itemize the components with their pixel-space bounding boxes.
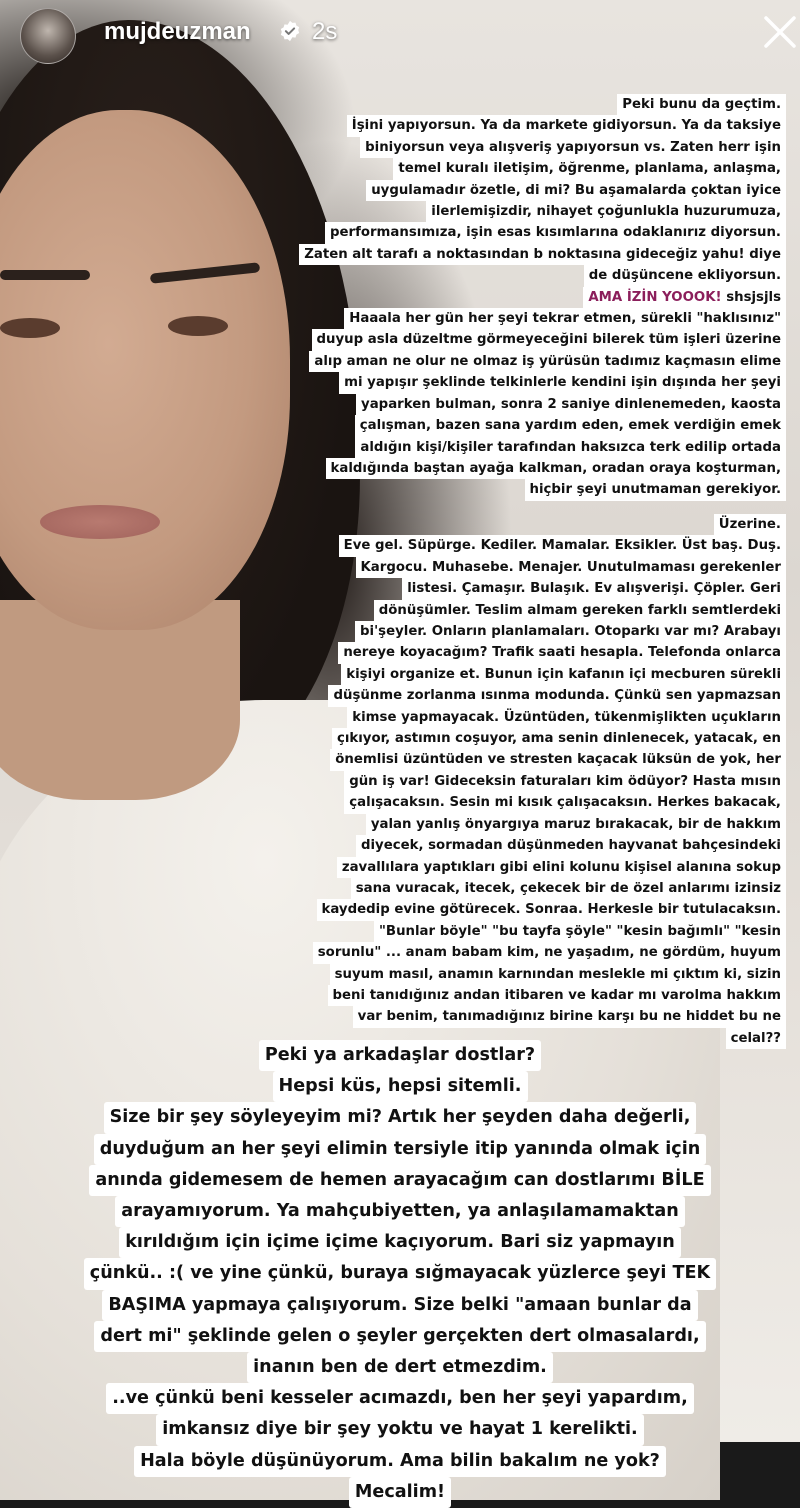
avatar[interactable] (20, 8, 76, 64)
text-line-content: Mecalim! (349, 1477, 451, 1508)
text-line (0, 1290, 800, 1321)
text-line-content: çünkü.. :( ve yine çünkü, buraya sığmayacak yüzlerce şeyi TEK (84, 1258, 716, 1289)
photo-lips (40, 505, 160, 539)
verified-badge-icon (279, 20, 301, 42)
text-line (299, 372, 786, 393)
text-line (299, 137, 786, 158)
text-line-content: ..ve çünkü beni kesseler acımazdı, ben her şeyi yapardım, (106, 1383, 694, 1414)
text-line (299, 479, 786, 500)
text-line (299, 180, 786, 201)
text-line-content: arayamıyorum. Ya mahçubiyetten, ya anlaşılamamaktan (115, 1196, 685, 1227)
text-block-2 (313, 514, 786, 1049)
text-line-content: Üzerine. (714, 514, 786, 535)
text-line (0, 1321, 800, 1352)
text-line-content: aldığın kişi/kişiler tarafından haksızca terk edilip ortada (355, 437, 786, 458)
text-line (313, 685, 786, 706)
text-line-content: dert mi" şeklinde gelen o şeyler gerçekten dert olmasalardı, (94, 1321, 705, 1352)
text-line-content: diyecek, sormadan düşünmeden hayvanat bahçesindeki (356, 835, 786, 856)
story-header (0, 0, 800, 70)
text-line-content: ilerlemişizdir, nihayet çoğunlukla huzurumuza, (426, 201, 786, 222)
text-line (313, 664, 786, 685)
username[interactable]: mujdeuzman (104, 18, 251, 45)
text-line-content: Size bir şey söyleyeyim mi? Artık her şeyden daha değerli, (104, 1102, 697, 1133)
text-line (299, 222, 786, 243)
text-line-content: yaparken bulman, sonra 2 saniye dinlenemeden, kaosta (356, 394, 786, 415)
text-line-content: suyum masıl, anamın karnından meslekle mi çıktım ki, sizin (330, 964, 786, 985)
text-line-content: önemlisi üzüntüden ve stresten kaçacak lüksün de yok, her (330, 749, 786, 770)
text-line-content: duyup asla düzeltme görmeyeceğini bilerek tüm işleri üzerine (312, 329, 787, 350)
text-line (313, 964, 786, 985)
text-line (313, 835, 786, 856)
text-line-content: inanın ben de dert etmezdim. (247, 1352, 553, 1383)
accent-line (299, 287, 786, 308)
text-line (0, 1352, 800, 1383)
text-line-content: çıkıyor, astımın coşuyor, ama senin dinlenecek, yatacak, en (332, 728, 786, 749)
text-line (299, 244, 786, 265)
text-line (313, 578, 786, 599)
text-line (313, 642, 786, 663)
accent-tail: shsjsjls (721, 289, 781, 305)
text-line-content: Peki ya arkadaşlar dostlar? (259, 1040, 541, 1071)
text-line-content: zavallılara yaptıkları gibi elini kolunu kişisel alanına sokup (337, 857, 786, 878)
photo-neck (0, 600, 240, 800)
text-line-content: Eve gel. Süpürge. Kediler. Mamalar. Eksikler. Üst baş. Duş. (339, 535, 786, 556)
text-line (0, 1227, 800, 1258)
text-line-content: Peki bunu da geçtim. (617, 94, 786, 115)
text-line-content: çalışman, bazen sana yardım eden, emek verdiğin emek (355, 415, 786, 436)
accent-text: AMA İZİN YOOOK! (588, 289, 722, 305)
text-line (299, 458, 786, 479)
text-line-content: BAŞIMA yapmaya çalışıyorum. Size belki "amaan bunlar da (102, 1290, 697, 1321)
text-line-content: yalan yanlış önyargıya maruz bırakacak, bir de hakkım (366, 814, 786, 835)
text-line (313, 1006, 786, 1027)
text-line-content: biniyorsun veya alışveriş yapıyorsun vs. Zaten herr işin (360, 137, 786, 158)
text-line (0, 1446, 800, 1477)
text-line (313, 728, 786, 749)
text-line-content: Hala böyle düşünüyorum. Ama bilin bakalım ne yok? (134, 1446, 666, 1477)
text-line (299, 158, 786, 179)
text-line-content: beni tanıdığınız andan itibaren ve kadar mı varolma hakkım (328, 985, 786, 1006)
text-line (313, 792, 786, 813)
text-line (313, 942, 786, 963)
text-line-content: listesi. Çamaşır. Bulaşık. Ev alışverişi. Çöpler. Geri (402, 578, 786, 599)
text-line-content: düşünme zorlanma ısınma modunda. Çünkü sen yapmazsan (328, 685, 786, 706)
text-line (0, 1071, 800, 1102)
text-line (313, 878, 786, 899)
text-line (299, 415, 786, 436)
text-line (313, 707, 786, 728)
text-line (0, 1196, 800, 1227)
text-line (0, 1258, 800, 1289)
text-line-content: celal?? (726, 1028, 786, 1049)
text-block-3 (0, 1040, 800, 1508)
text-line-content: nereye koyacağım? Trafik saati hesapla. Telefonda onlarca (338, 642, 786, 663)
text-block-1 (299, 94, 786, 501)
text-line-content: kırıldığım için içime içime kaçıyorum. Bari siz yapmayın (119, 1227, 681, 1258)
text-line-content: kişiyi organize et. Bunun için kafanın içi mecburen sürekli (341, 664, 786, 685)
text-line (299, 437, 786, 458)
text-line (0, 1134, 800, 1165)
text-line-content: uygulamadır özetle, di mi? Bu aşamalarda çoktan iyice (366, 180, 786, 201)
text-line (313, 857, 786, 878)
text-line-content: performansımıza, işin esas kısımlarına odaklanırız diyorsun. (325, 222, 786, 243)
text-line-content: kimse yapmayacak. Üzüntüden, tükenmişlikten uçukların (347, 707, 786, 728)
text-line-content: kaldığında baştan ayağa kalkman, oradan oraya koşturman, (326, 458, 787, 479)
text-line (313, 899, 786, 920)
photo-left-eye (0, 318, 60, 338)
text-line-content: mi yapışır şeklinde telkinlerle kendini işin dışında her şeyi (339, 372, 786, 393)
post-time: 2s (312, 18, 338, 45)
photo-left-brow (0, 270, 90, 280)
text-line (299, 351, 786, 372)
text-line (313, 814, 786, 835)
text-line (0, 1040, 800, 1071)
close-icon[interactable] (760, 12, 800, 52)
text-line-content: de düşüncene ekliyorsun. (584, 265, 786, 286)
text-line (0, 1102, 800, 1133)
text-line-content: Kargocu. Muhasebe. Menajer. Unutulmaması gerekenler (356, 557, 787, 578)
text-line-content: İşini yapıyorsun. Ya da markete gidiyorsun. Ya da taksiye (347, 115, 786, 136)
text-line (313, 771, 786, 792)
text-line (313, 514, 786, 535)
text-line (299, 201, 786, 222)
text-line (313, 535, 786, 556)
text-line (299, 265, 786, 286)
text-line-content: Zaten alt tarafı a noktasından b noktasına gideceğiz yahu! diye (299, 244, 786, 265)
text-line (313, 557, 786, 578)
photo-face (0, 110, 290, 630)
text-line (313, 749, 786, 770)
text-line-content: duyduğum an her şeyi elimin tersiyle itip yanında olmak için (94, 1134, 707, 1165)
text-line (313, 985, 786, 1006)
text-line-content: "Bunlar böyle" "bu tayfa şöyle" "kesin bağımlı" "kesin (374, 921, 786, 942)
text-line-content: sana vuracak, itecek, çekecek bir de özel anlarımı izinsiz (351, 878, 786, 899)
text-line-content: temel kuralı iletişim, öğrenme, planlama, anlaşma, (393, 158, 786, 179)
text-line (299, 394, 786, 415)
text-line (299, 329, 786, 350)
text-line (313, 921, 786, 942)
photo-right-eye (168, 316, 228, 336)
text-line-content: imkansız diye bir şey yoktu ve hayat 1 kerelikti. (156, 1414, 644, 1445)
text-line-content: hiçbir şeyi unutmaman gerekiyor. (525, 479, 787, 500)
text-line-content: Hepsi küs, hepsi sitemli. (273, 1071, 528, 1102)
text-line (0, 1414, 800, 1445)
text-line-content: gün iş var! Gideceksin faturaları kim ödüyor? Hasta mısın (344, 771, 786, 792)
text-line (299, 115, 786, 136)
text-line-content: alıp aman ne olur ne olmaz iş yürüsün tadımız kaçmasın elime (309, 351, 786, 372)
text-line-content: var benim, tanımadığınız birine karşı bu ne hiddet bu ne (353, 1006, 786, 1027)
text-line-content: kaydedip evine götürecek. Sonraa. Herkesle bir tutulacaksın. (317, 899, 786, 920)
text-line-content: bi'şeyler. Onların planlamaları. Otoparkı var mı? Arabayı (355, 621, 786, 642)
text-line-content: Haaala her gün her şeyi tekrar etmen, sürekli "haklısınız" (344, 308, 786, 329)
text-line (0, 1165, 800, 1196)
text-line (0, 1383, 800, 1414)
text-line-content: çalışacaksın. Sesin mi kısık çalışacaksın. Herkes bakacak, (344, 792, 786, 813)
text-line-content: sorunlu" ... anam babam kim, ne yaşadım, ne gördüm, huyum (313, 942, 786, 963)
text-line (313, 600, 786, 621)
text-line-content: dönüşümler. Teslim almam gereken farklı semtlerdeki (374, 600, 786, 621)
text-line (299, 308, 786, 329)
text-line-content: anında gidemesem de hemen arayacağım can dostlarımı BİLE (89, 1165, 710, 1196)
text-line (0, 1477, 800, 1508)
text-line (299, 94, 786, 115)
text-line (313, 621, 786, 642)
